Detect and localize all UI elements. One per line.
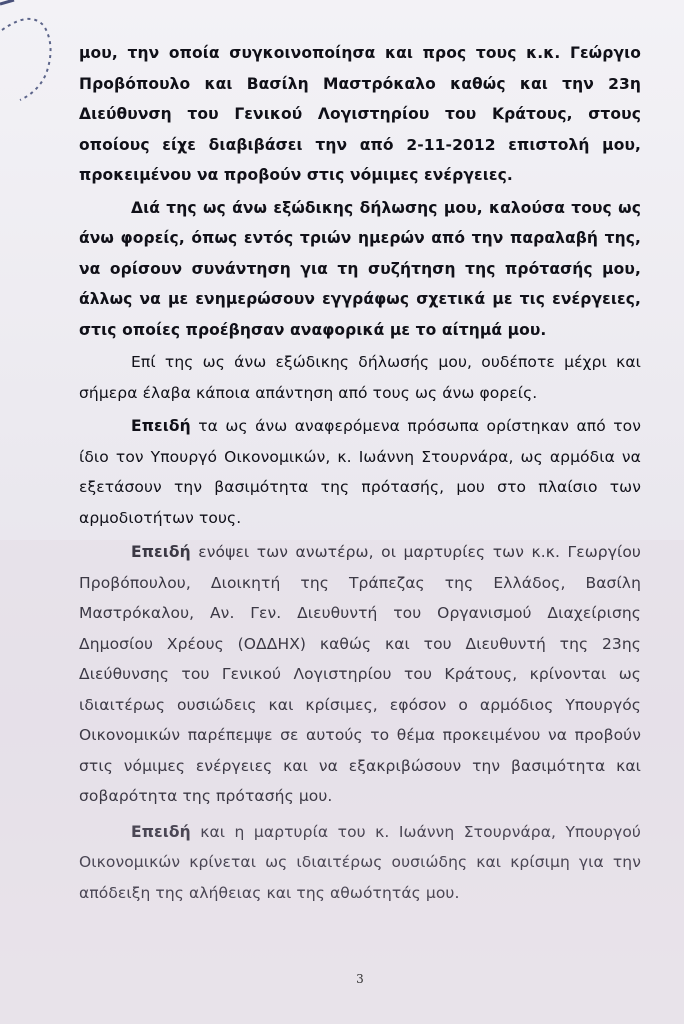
paragraph-6 [79,817,641,909]
paragraph-6-keyword: Επειδή [131,822,191,841]
paragraph-4-text: τα ως άνω αναφερόμενα πρόσωπα ορίστηκαν από τον ίδιο τον Υπουργό Οικονομικών, κ. Ιωάννη Στουρνάρα, ως αρμόδια να εξετάσουν την βασιμότητα της πρότασής, μου στο πλαίσιο των αρμοδιοτήτων τους. [79,417,641,527]
paragraph-6-text: και η μαρτυρία του κ. Ιωάννη Στουρνάρα, Υπουργού Οικονομικών κρίνεται ως ιδιαιτέρως ουσιώδης και κρίσιμη για την απόδειξη της αλήθειας και της αθωότητάς μου. [79,822,641,902]
document-body [79,38,641,908]
paragraph-2: Διά της ως άνω εξώδικης δήλωσης μου, καλούσα τους ως άνω φορείς, όπως εντός τριών ημερών από την παραλαβή της, να ορίσουν συνάντηση για τη συζήτηση της πρότασής μου, άλλως να με ενημερώσουν εγγράφως σχετικά με τις ενέργειες, στις οποίες προέβησαν αναφορικά με το αίτημά μου. [79,198,641,339]
paragraph-3: Επί της ως άνω εξώδικης δήλωσής μου, ουδέποτε μέχρι και σήμερα έλαβα κάποια απάντηση από τους ως άνω φορείς. [79,353,641,402]
paragraph-4-keyword: Επειδή [131,417,191,435]
paragraph-1: μου, την οποία συγκοινοποίησα και προς τους κ.κ. Γεώργιο Προβόπουλο και Βασίλη Μαστρόκαλο καθώς και την 23η Διεύθυνση του Γενικού Λογιστηρίου του Κράτους, στους οποίους είχε διαβιβάσει την από 2-11-2012 επιστολή μου, προκειμένου να προβούν στις νόμιμες ενέργειες. [79,44,641,184]
paragraph-5-keyword: Επειδή [131,543,191,561]
paragraph-5-text: ενόψει των ανωτέρω, οι μαρτυρίες των κ.κ. Γεωργίου Προβόπουλου, Διοικητή της Τράπεζας της Ελλάδος, Βασίλη Μαστρόκαλου, Αν. Γεν. Διευθυντή του Οργανισμού Διαχείρισης Δημοσίου Χρέους (ΟΔΔΗΧ) καθώς και του Διευθυντή της 23ης Διεύθυνσης του Γενικού Λογιστηρίου του Κράτους, κρίνονται ως ιδιαιτέρως ουσιώδεις και κρίσιμες, εφόσον ο αρμόδιος Υπουργός Οικονομικών παρέπεμψε σε αυτούς το θέμα προκειμένου να προβούν στις νόμιμες ενέργειες και να εξακριβώσουν την βασιμότητα και σοβαρότητα της πρότασής μου. [79,543,641,805]
paragraph-4 [79,411,641,533]
stamp-edge-mark [0,0,60,110]
page-number: 3 [356,972,364,986]
paragraph-5 [79,537,641,812]
